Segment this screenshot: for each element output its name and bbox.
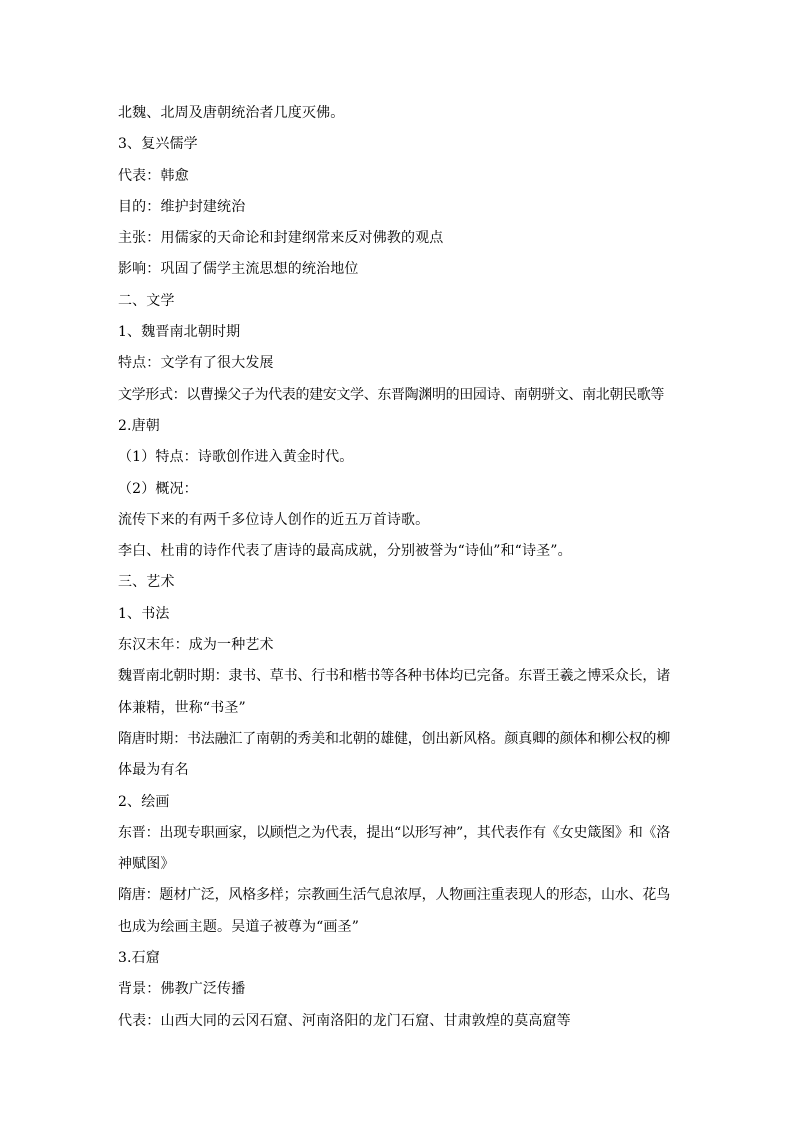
- text-line-li-du: 李白、杜甫的诗作代表了唐诗的最高成就，分别被誉为“诗仙”和“诗圣”。: [118, 543, 572, 560]
- text-line-wei-jin-calligraphy-2: 体兼精，世称“书圣”: [118, 699, 246, 716]
- text-line-eastern-jin-painting-2: 神赋图》: [118, 856, 175, 873]
- text-line-wei-jin-calligraphy-1: 魏晋南北朝时期：隶书、草书、行书和楷书等各种书体均已完备。东晋王羲之博采众长，诸: [118, 668, 670, 685]
- text-line-tang-feature: （1）特点：诗歌创作进入黄金时代。: [118, 449, 354, 466]
- text-line-background: 背景：佛教广泛传播: [118, 981, 246, 998]
- text-line-claim: 主张：用儒家的天命论和封建纲常来反对佛教的观点: [118, 230, 444, 247]
- text-line-grotto-representatives: 代表：山西大同的云冈石窟、河南洛阳的龙门石窟、甘肃敦煌的莫高窟等: [118, 1012, 571, 1029]
- text-line-sui-tang-painting-2: 也成为绘画主题。吴道子被尊为“画圣”: [118, 918, 360, 935]
- text-line-literary-forms: 文学形式：以曹操父子为代表的建安文学、东晋陶渊明的田园诗、南朝骈文、南北朝民歌等: [118, 386, 664, 403]
- subheading-tang: 2.唐朝: [118, 417, 160, 434]
- text-line-purpose: 目的：维护封建统治: [118, 198, 246, 215]
- document-body: [118, 98, 678, 1037]
- text-line-feature: 特点：文学有了很大发展: [118, 355, 274, 372]
- section-heading-art: 三、艺术: [118, 574, 175, 591]
- text-line-sui-tang-calligraphy-2: 体最为有名: [118, 762, 189, 779]
- text-line-1: 北魏、北周及唐朝统治者几度灭佛。: [118, 105, 345, 121]
- text-line-sui-tang-calligraphy-1: 隋唐时期：书法融汇了南朝的秀美和北朝的雄健，创出新风格。颜真卿的颜体和柳公权的柳: [118, 730, 670, 747]
- subheading-calligraphy: 1、书法: [118, 605, 170, 622]
- section-heading-revive-confucianism: 3、复兴儒学: [118, 136, 198, 153]
- text-line-influence: 影响：巩固了儒学主流思想的统治地位: [118, 261, 359, 278]
- section-heading-literature: 二、文学: [118, 292, 175, 309]
- text-line-representative: 代表：韩愈: [118, 167, 189, 184]
- subheading-wei-jin: 1、魏晋南北朝时期: [118, 324, 241, 341]
- subheading-grottoes: 3.石窟: [118, 950, 160, 967]
- text-line-eastern-han: 东汉末年：成为一种艺术: [118, 637, 274, 654]
- text-line-tang-overview: （2）概况：: [118, 480, 198, 497]
- text-line-sui-tang-painting-1: 隋唐：题材广泛，风格多样；宗教画生活气息浓厚，人物画注重表现人的形态，山水、花鸟: [118, 887, 670, 904]
- text-line-poems: 流传下来的有两千多位诗人创作的近五万首诗歌。: [118, 511, 430, 528]
- subheading-painting: 2、绘画: [118, 793, 170, 810]
- text-line-eastern-jin-painting-1: 东晋：出现专职画家，以顾恺之为代表，提出“以形写神”，其代表作有《女史箴图》和《洛: [118, 824, 671, 841]
